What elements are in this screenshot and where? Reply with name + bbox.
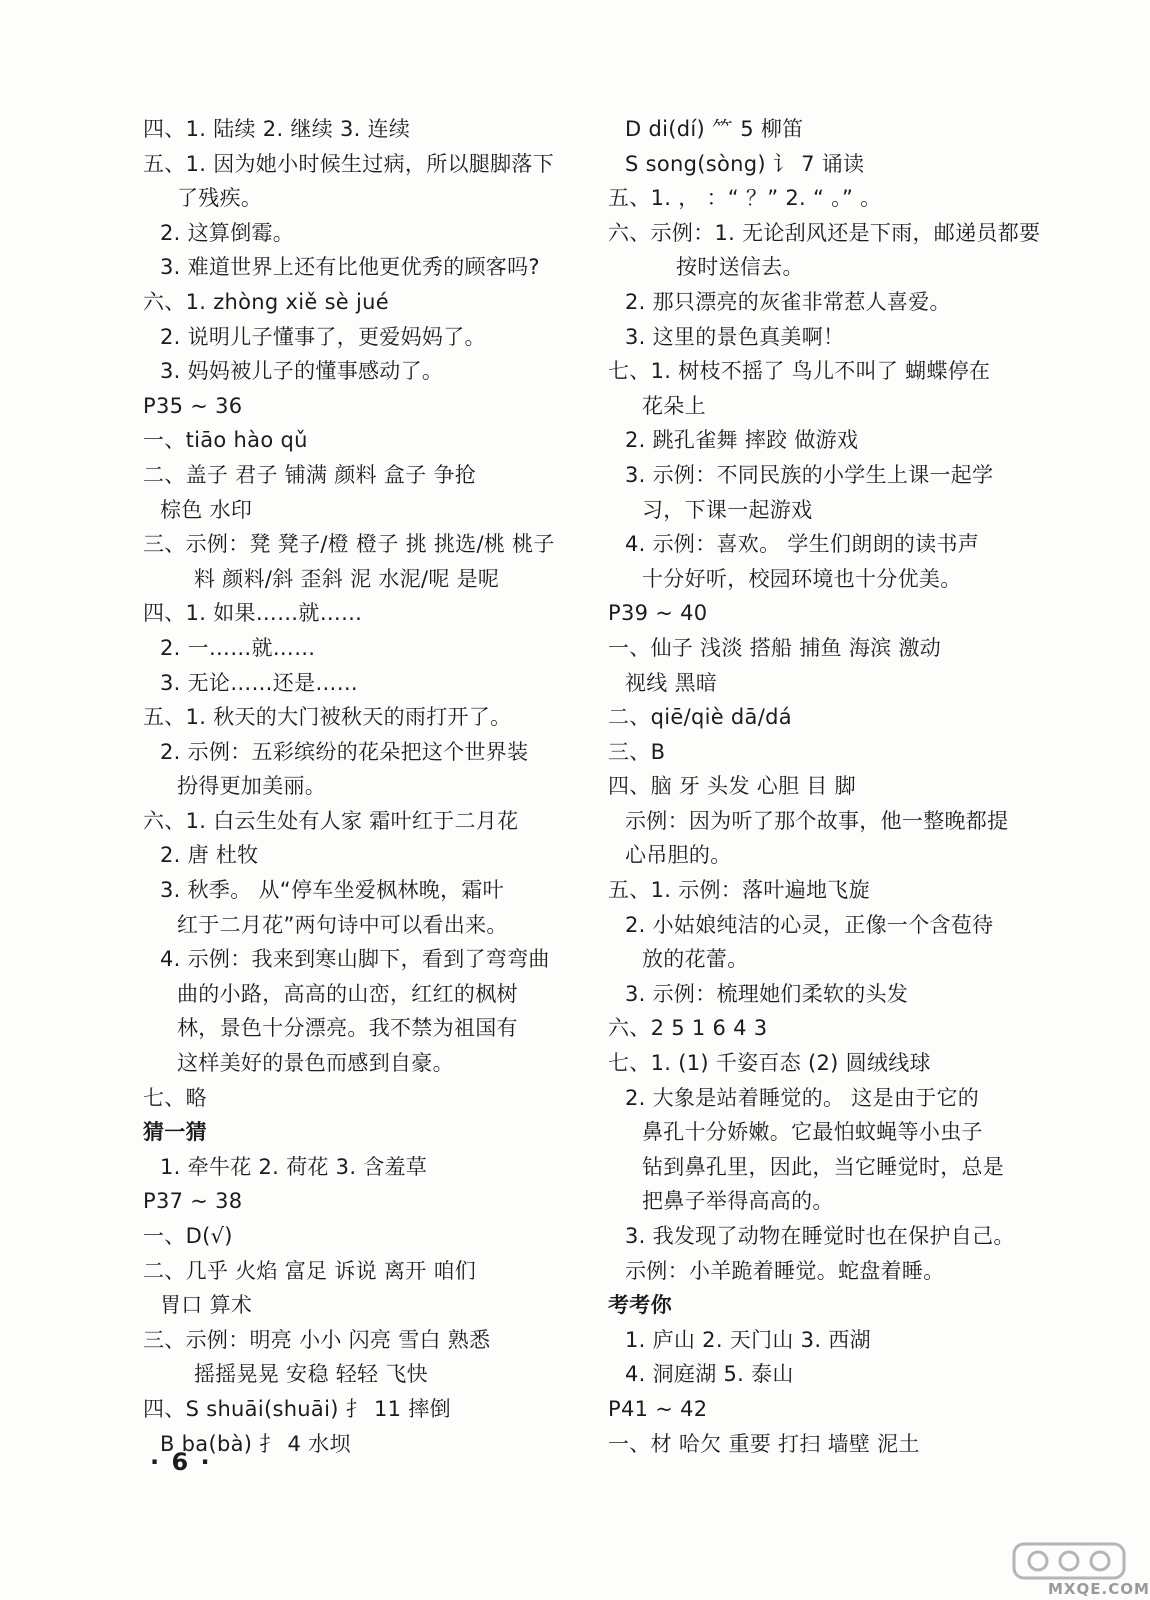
answer-line: 七、略 (143, 1085, 207, 1110)
answer-line: 1. 牵牛花 2. 荷花 3. 含羞草 (160, 1154, 428, 1179)
answer-line: 四、1. 如果……就…… (143, 601, 363, 626)
answer-line: 3. 示例：梳理她们柔软的头发 (625, 981, 909, 1006)
answer-line: 五、1. 因为她小时候生过病，所以腿脚落下 (143, 151, 555, 176)
answer-line: 2. 这算倒霉。 (160, 220, 295, 245)
answer-line: 鼻孔十分娇嫩。它最怕蚊蝇等小虫子 (642, 1120, 983, 1145)
answer-line: 3. 妈妈被儿子的懂事感动了。 (160, 359, 444, 384)
answer-line: 心吊胆的。 (625, 843, 732, 868)
answer-line: 1. 庐山 2. 天门山 3. 西湖 (625, 1327, 871, 1352)
answer-line: 一、仙子 浅淡 搭船 捕鱼 海滨 激动 (608, 635, 942, 660)
answer-line: P37 ~ 38 (143, 1189, 243, 1214)
answer-line: 这样美好的景色而感到自豪。 (177, 1051, 454, 1076)
answer-line: 视线 黑暗 (625, 670, 718, 695)
answer-line: 3. 这里的景色真美啊！ (625, 324, 845, 349)
answer-line: 2. 大象是站着睡觉的。 这是由于它的 (625, 1085, 980, 1110)
answer-line: 2. 说明儿子懂事了，更爱妈妈了。 (160, 324, 486, 349)
answer-line: 胃口 算术 (160, 1293, 253, 1318)
answer-line: 示例：小羊跪着睡觉。蛇盘着睡。 (625, 1258, 945, 1283)
answer-line: 4. 示例：喜欢。 学生们朗朗的读书声 (625, 532, 980, 557)
answer-line: 3. 示例：不同民族的小学生上课一起学 (625, 462, 994, 487)
answer-line: P35 ~ 36 (143, 393, 243, 418)
answer-line: 红于二月花”两句诗中可以看出来。 (177, 912, 508, 937)
answer-line: 七、1. (1) 千姿百态 (2) 圆绒线球 (608, 1051, 931, 1076)
answer-line: 四、脑 牙 头发 心胆 目 脚 (608, 774, 856, 799)
answer-line: 六、2 5 1 6 4 3 (608, 1016, 768, 1041)
answer-line: 2. 小姑娘纯洁的心灵，正像一个含苞待 (625, 912, 994, 937)
answer-line: 七、1. 树枝不摇了 鸟儿不叫了 蝴蝶停在 (608, 359, 991, 384)
answer-line: 把鼻子举得高高的。 (642, 1189, 834, 1214)
answer-line: 摇摇晃晃 安稳 轻轻 飞快 (194, 1362, 428, 1387)
answer-line: 放的花蕾。 (642, 947, 749, 972)
answer-line: P41 ~ 42 (608, 1396, 708, 1421)
answer-line: 2. 唐 杜牧 (160, 843, 259, 868)
page-number: · 6 · (150, 1448, 212, 1476)
answer-line: 一、tiāo hào qǔ (143, 428, 308, 453)
answer-line: 五、1. ， ：“ ？” 2. “ 。” 。 (608, 186, 882, 211)
answer-line: 五、1. 示例：落叶遍地飞旋 (608, 878, 870, 903)
answer-line: 料 颜料/斜 歪斜 泥 水泥/呢 是呢 (194, 566, 500, 591)
answer-line: 六、示例：1. 无论刮风还是下雨，邮递员都要 (608, 220, 1041, 245)
answer-line: 花朵上 (642, 393, 706, 418)
left-answer-column (143, 112, 583, 1461)
right-answer-column (608, 112, 1078, 1461)
answer-line: 猜一猜 (143, 1120, 207, 1145)
answer-line: S song(sòng) 讠 7 诵读 (625, 151, 865, 176)
answer-line: 钻到鼻孔里，因此，当它睡觉时，总是 (642, 1154, 1005, 1179)
answer-line: 一、材 哈欠 重要 打扫 墙壁 泥土 (608, 1431, 920, 1456)
answer-line: 3. 难道世界上还有比他更优秀的顾客吗? (160, 255, 540, 280)
answer-line: 六、1. zhòng xiě sè jué (143, 289, 389, 314)
answer-line: 示例：因为听了那个故事，他一整晚都提 (625, 808, 1009, 833)
answer-line: 按时送信去。 (676, 255, 804, 280)
answer-line: 考考你 (608, 1293, 672, 1318)
watermark-text: MXQE.COM (1048, 1580, 1150, 1598)
answer-line: 三、示例：明亮 小小 闪亮 雪白 熟悉 (143, 1327, 491, 1352)
answer-line: 十分好听，校园环境也十分优美。 (642, 566, 962, 591)
answer-line: D di(dí) ⺮ 5 柳笛 (625, 117, 804, 141)
answer-line: 2. 跳孔雀舞 摔跤 做游戏 (625, 428, 859, 453)
answer-line: 二、qiē/qiè dā/dá (608, 705, 792, 730)
answer-line: 了残疾。 (177, 186, 263, 211)
answer-line: 4. 示例：我来到寒山脚下，看到了弯弯曲 (160, 947, 550, 972)
answer-line: 2. 那只漂亮的灰雀非常惹人喜爱。 (625, 289, 951, 314)
answer-line: 三、B (608, 739, 666, 764)
answer-line: 棕色 水印 (160, 497, 253, 522)
answer-line: 习，下课一起游戏 (642, 497, 813, 522)
answer-line: 林，景色十分漂亮。我不禁为祖国有 (177, 1016, 518, 1041)
answer-line: 曲的小路，高高的山峦，红红的枫树 (177, 981, 518, 1006)
answer-line: 3. 秋季。 从“停车坐爱枫林晚，霜叶 (160, 878, 504, 903)
answer-line: 五、1. 秋天的大门被秋天的雨打开了。 (143, 705, 512, 730)
answer-line: 扮得更加美丽。 (177, 774, 327, 799)
answer-line: 六、1. 白云生处有人家 霜叶红于二月花 (143, 808, 519, 833)
answer-line: 四、S shuāi(shuāi) 扌 11 摔倒 (143, 1396, 451, 1421)
answer-line: 一、D(√) (143, 1224, 233, 1248)
answer-line: 四、1. 陆续 2. 继续 3. 连续 (143, 117, 411, 141)
answer-line: 3. 无论……还是…… (160, 670, 359, 695)
answer-line: B ba(bà) ⺘ 4 水坝 (160, 1431, 351, 1456)
answer-line: 4. 洞庭湖 5. 泰山 (625, 1362, 794, 1387)
answer-line: 2. 示例：五彩缤纷的花朵把这个世界装 (160, 739, 529, 764)
answer-line: 3. 我发现了动物在睡觉时也在保护自己。 (625, 1224, 1015, 1248)
answer-line: P39 ~ 40 (608, 601, 708, 626)
answer-line: 二、盖子 君子 铺满 颜料 盒子 争抢 (143, 462, 477, 487)
answer-line: 二、几乎 火焰 富足 诉说 离开 咱们 (143, 1258, 477, 1283)
answer-line: 2. 一……就…… (160, 635, 316, 660)
answer-line: 三、示例：凳 凳子/橙 橙子 挑 挑选/桃 桃子 (143, 532, 555, 557)
